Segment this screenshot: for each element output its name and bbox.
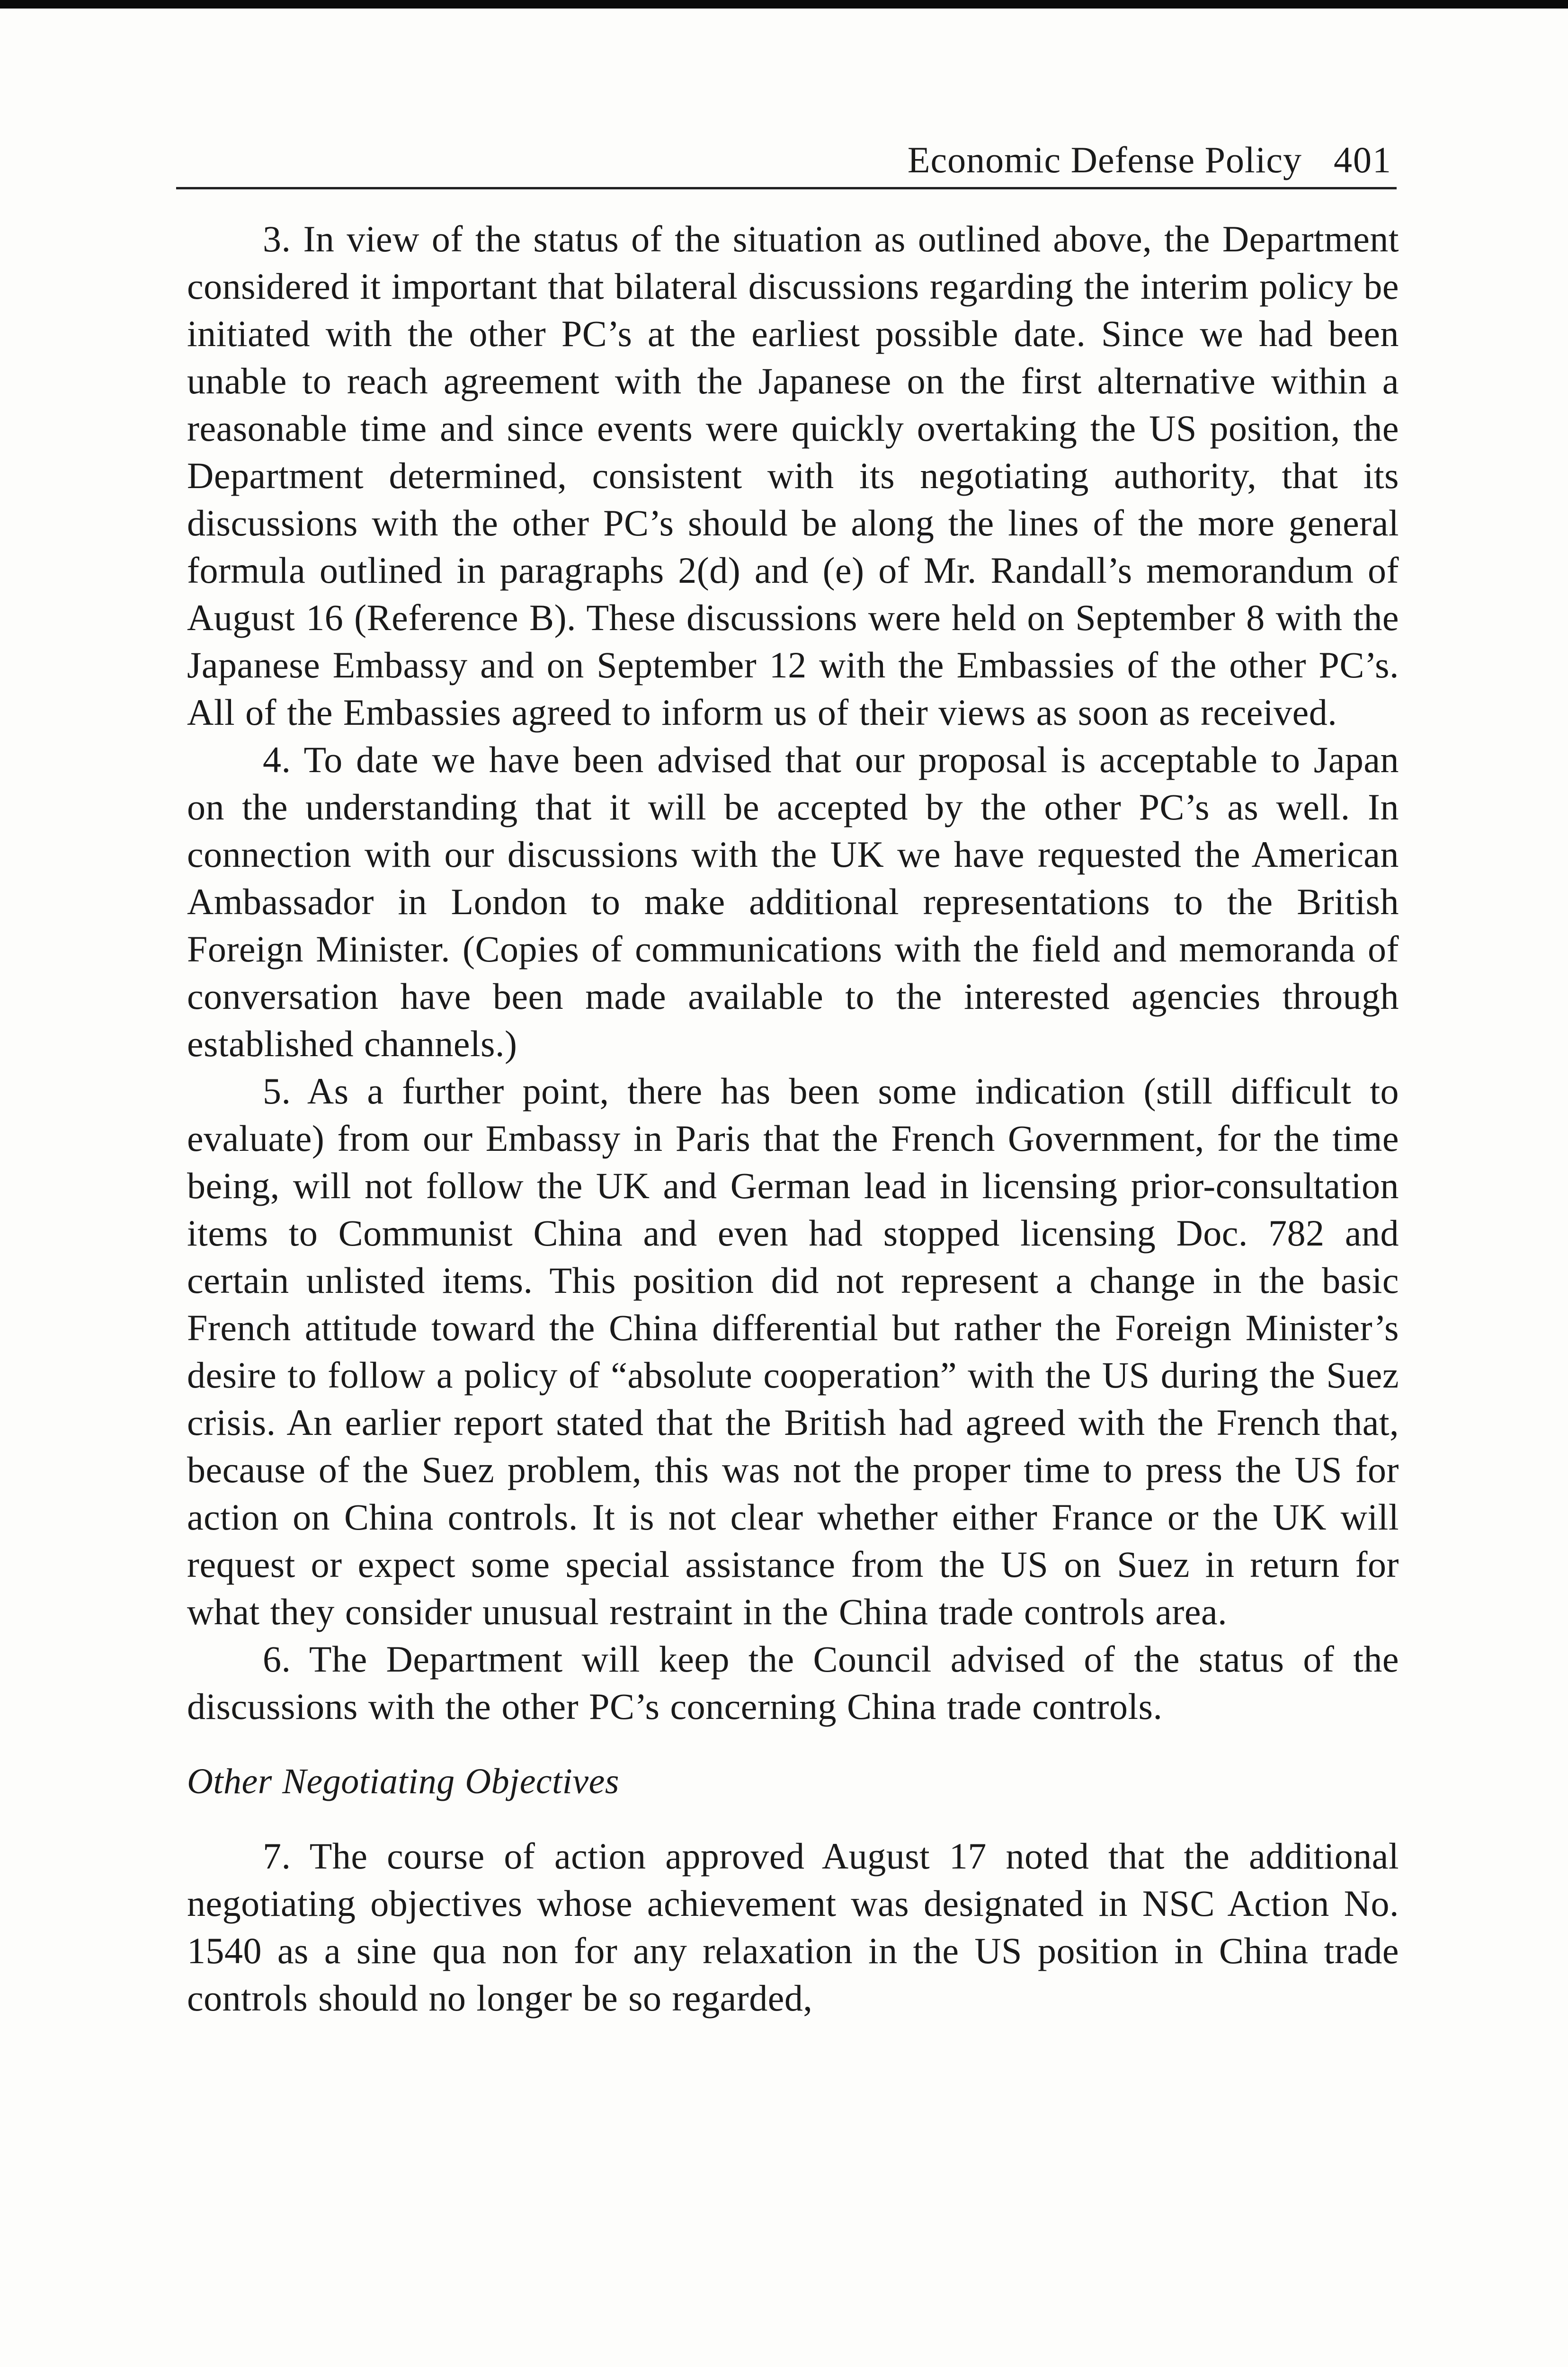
paragraph-7: 7. The course of action approved August 17 noted that the additional negotiating objectives whose achievement was designated in NSC Action No. 1540 as a sine qua non for any relaxation in the US position in China trade controls should no longer be so regarded, bbox=[187, 1835, 1399, 2019]
running-header bbox=[176, 135, 1397, 189]
header-title: Economic Defense Policy bbox=[907, 139, 1302, 180]
paragraph-5: 5. As a further point, there has been some indication (still difficult to evaluate) from our Embassy in Paris that the French Government, for the time being, will not follow the UK and German lead in licensing prior-consultation items to Communist China and even had stopped licensing Doc. 782 and certain unlisted items. This position did not represent a change in the basic French attitude toward the China differential but rather the Foreign Minister’s desire to follow a policy of “absolute cooperation” with the US during the Suez crisis. An earlier report stated that the British had agreed with the French that, because of the Suez problem, this was not the proper time to press the US for action on China controls. It is not clear whether either France or the UK will request or expect some special assistance from the US on Suez in return for what they consider unusual restraint in the China trade controls area. bbox=[187, 1070, 1399, 1632]
scan-top-edge bbox=[0, 0, 1568, 9]
page-number: 401 bbox=[1334, 139, 1392, 180]
paragraph-6: 6. The Department will keep the Council advised of the status of the discussions with the other PC’s concerning China trade controls. bbox=[187, 1638, 1399, 1727]
paragraph-3: 3. In view of the status of the situation as outlined above, the Department considered it important that bilateral discussions regarding the interim policy be initiated with the other PC’s at the earliest possible date. Since we had been unable to reach agreement with the Japanese on the first alternative within a reasonable time and since events were quickly overtaking the US position, the Department determined, consistent with its negotiating authority, that its discussions with the other PC’s should be along the lines of the more general formula outlined in paragraphs 2(d) and (e) of Mr. Randall’s memorandum of August 16 (Reference B). These discussions were held on September 8 with the Japanese Embassy and on September 12 with the Embassies of the other PC’s. All of the Embassies agreed to inform us of their views as soon as received. bbox=[187, 218, 1399, 733]
body-text bbox=[187, 215, 1399, 2022]
section-heading: Other Negotiating Objectives bbox=[187, 1762, 619, 1801]
paragraph-4: 4. To date we have been advised that our proposal is acceptable to Japan on the understanding that it will be accepted by the other PC’s as well. In connection with our discussions with the UK we have requested the American Ambassador in London to make additional representations to the British Foreign Minister. (Copies of communications with the field and memoranda of conversation have been made available to the interested agencies through established channels.) bbox=[187, 739, 1399, 1064]
